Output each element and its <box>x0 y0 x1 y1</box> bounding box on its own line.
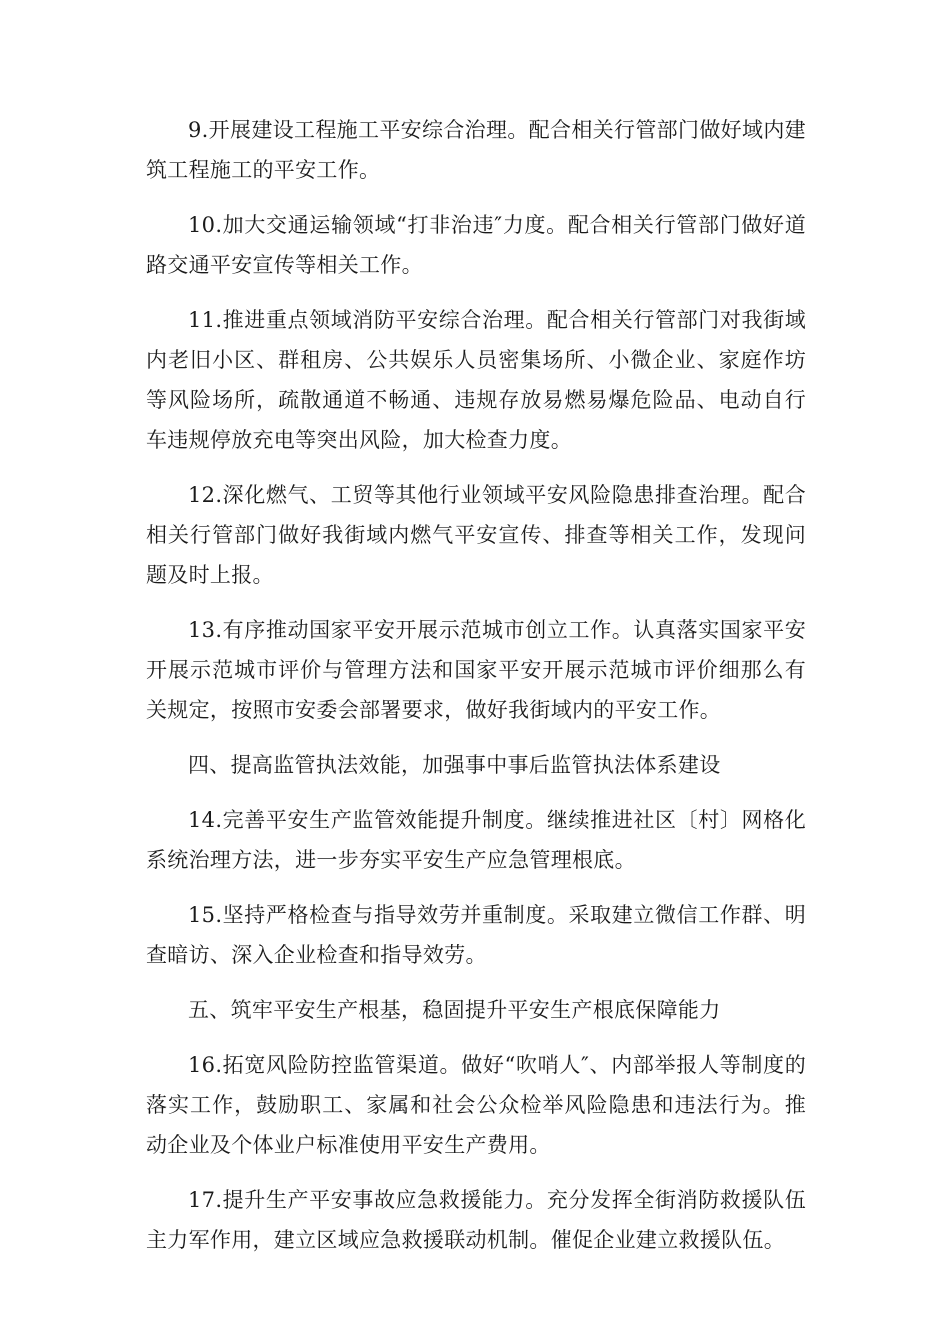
paragraph-item-12: 12.深化燃气、工贸等其他行业领域平安风险隐患排查治理。配合相关行管部门做好我街域内燃气平安宣传、排查等相关工作，发现问题及时上报。 <box>146 483 806 587</box>
paragraph-item-9: 9.开展建设工程施工平安综合治理。配合相关行管部门做好域内建筑工程施工的平安工作。 <box>146 118 806 182</box>
paragraph-item-14: 14.完善平安生产监管效能提升制度。继续推进社区〔村〕网格化系统治理方法，进一步夯实平安生产应急管理根底。 <box>146 808 806 872</box>
paragraph-item-10: 10.加大交通运输领域“打非治违″力度。配合相关行管部门做好道路交通平安宣传等相关工作。 <box>146 213 806 277</box>
document-body <box>146 110 806 1275</box>
section-heading-5: 五、筑牢平安生产根基，稳固提升平安生产根底保障能力 <box>188 998 721 1022</box>
paragraph-item-16: 16.拓宽风险防控监管渠道。做好“吹哨人″、内部举报人等制度的落实工作，鼓励职工、家属和社会公众检举风险隐患和违法行为。推动企业及个体业户标准使用平安生产费用。 <box>146 1053 806 1157</box>
paragraph-item-17: 17.提升生产平安事故应急救援能力。充分发挥全街消防救援队伍主力军作用，建立区域应急救援联动机制。催促企业建立救援队伍。 <box>146 1188 806 1252</box>
paragraph-item-13: 13.有序推动国家平安开展示范城市创立工作。认真落实国家平安开展示范城市评价与管理方法和国家平安开展示范城市评价细那么有关规定，按照市安委会部署要求，做好我街域内的平安工作。 <box>146 618 806 722</box>
paragraph-item-11: 11.推进重点领域消防平安综合治理。配合相关行管部门对我街域内老旧小区、群租房、公共娱乐人员密集场所、小微企业、家庭作坊等风险场所，疏散通道不畅通、违规存放易燃易爆危险品、电动自行车违规停放充电等突出风险，加大检查力度。 <box>146 308 806 452</box>
section-heading-4: 四、提高监管执法效能，加强事中事后监管执法体系建设 <box>188 753 721 777</box>
paragraph-item-15: 15.坚持严格检查与指导效劳并重制度。采取建立微信工作群、明查暗访、深入企业检查和指导效劳。 <box>146 903 806 967</box>
